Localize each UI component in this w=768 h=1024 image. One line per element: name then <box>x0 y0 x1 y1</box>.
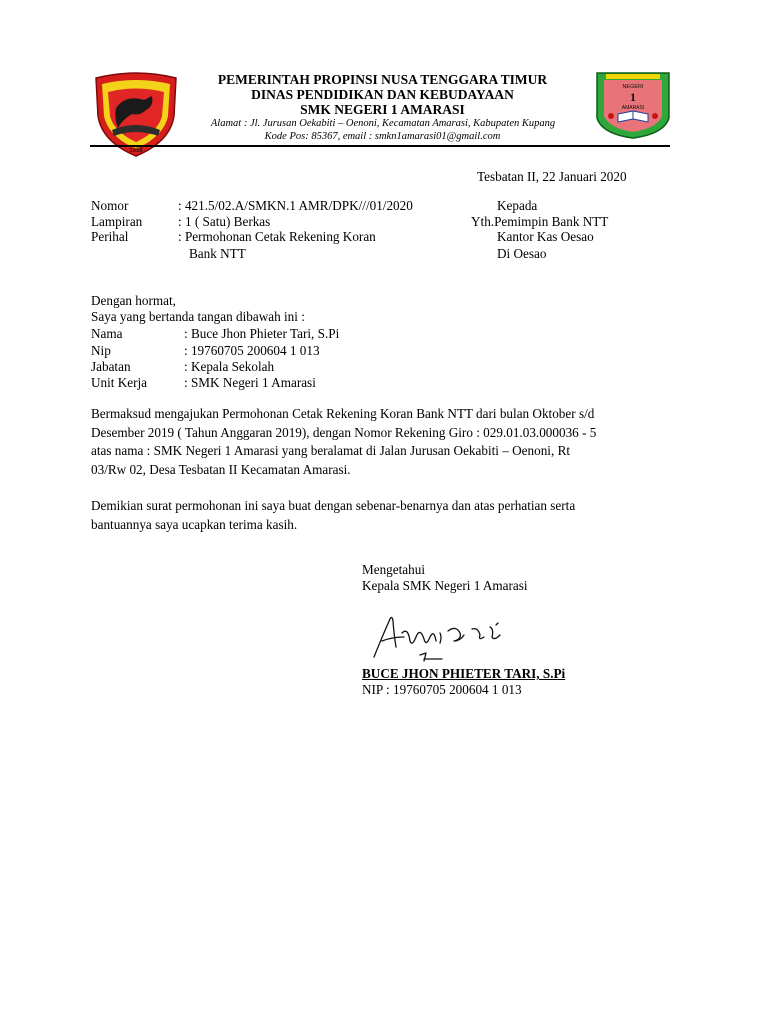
body-1-line-1: Bermaksud mengajukan Permohonan Cetak Rekening Koran Bank NTT dari bulan Oktober s/d <box>91 406 595 421</box>
body-2-line-2: bantuannya saya ucapkan terima kasih. <box>91 516 298 532</box>
body-paragraph-2 <box>91 497 575 534</box>
body-1-line-4: 03/Rw 02, Desa Tesbatan II Kecamatan Amarasi. <box>91 461 351 477</box>
intro-line: Saya yang bertanda tangan dibawah ini : <box>91 309 305 324</box>
identity-value-jabatan: : Kepala Sekolah <box>184 359 275 374</box>
salutation: Dengan hormat, <box>91 293 176 308</box>
meta-value-nomor: : 421.5/02.A/SMKN.1 AMR/DPK///01/2020 <box>178 198 413 213</box>
sign-title: Kepala SMK Negeri 1 Amarasi <box>362 578 528 593</box>
identity-label-unit: Unit Kerja <box>91 375 148 390</box>
body-1-line-2: Desember 2019 ( Tahun Anggaran 2019), dengan Nomor Rekening Giro : 029.01.03.000036 - 5 <box>91 424 597 440</box>
sign-name: BUCE JHON PHIETER TARI, S.Pi <box>362 666 566 681</box>
recipient-kepada: Kepada <box>497 198 538 213</box>
letterhead-contact: Kode Pos: 85367, email : smkn1amarasi01@gmail.com <box>264 131 501 142</box>
body-paragraph-1 <box>91 405 596 479</box>
identity-value-nama: : Buce Jhon Phieter Tari, S.Pi <box>184 326 340 341</box>
meta-label-perihal: Perihal <box>91 229 129 244</box>
place-date: Tesbatan II, 22 Januari 2020 <box>477 169 627 184</box>
recipient-line-1: Yth.Pemimpin Bank NTT <box>471 214 609 229</box>
identity-value-nip: : 19760705 200604 1 013 <box>184 343 320 358</box>
sign-mengetahui: Mengetahui <box>362 562 425 577</box>
svg-text:1: 1 <box>630 90 636 104</box>
meta-value-perihal: : Permohonan Cetak Rekening Koran <box>178 229 376 244</box>
body-1-line-3: atas nama : SMK Negeri 1 Amarasi yang beralamat di Jalan Jurusan Oekabiti – Oenoni, Rt <box>91 443 571 459</box>
meta-label-nomor: Nomor <box>91 198 129 213</box>
body-2-line-1: Demikian surat permohonan ini saya buat dengan sebenar-benarnya dan atas perhatian serta <box>91 498 576 513</box>
identity-label-nama: Nama <box>91 326 123 341</box>
handwritten-signature <box>368 607 533 667</box>
signature-icon <box>368 607 533 667</box>
letterhead-line-2: DINAS PENDIDIKAN DAN KEBUDAYAAN <box>251 87 514 102</box>
letterhead-address: Alamat : Jl. Jurusan Oekabiti – Oenoni, Kecamatan Amarasi, Kabupaten Kupang <box>210 118 556 129</box>
letterhead-line-1: PEMERINTAH PROPINSI NUSA TENGGARA TIMUR <box>217 72 548 87</box>
school-logo <box>594 70 672 140</box>
subject-continuation: Bank NTT <box>189 246 246 261</box>
letterhead-line-3: SMK NEGERI 1 AMARASI <box>300 102 465 117</box>
sign-nip: NIP : 19760705 200604 1 013 <box>362 682 522 697</box>
svg-text:NEGERI: NEGERI <box>622 84 644 90</box>
meta-label-lampiran: Lampiran <box>91 214 143 229</box>
identity-label-nip: Nip <box>91 343 111 358</box>
school-emblem-icon <box>594 70 672 140</box>
recipient-line-2: Kantor Kas Oesao <box>497 229 594 244</box>
recipient-line-3: Di Oesao <box>497 246 547 261</box>
identity-value-unit: : SMK Negeri 1 Amarasi <box>184 375 316 390</box>
meta-value-lampiran: : 1 ( Satu) Berkas <box>178 214 271 229</box>
letterhead-rule-thick <box>90 145 670 147</box>
svg-text:AMARASI: AMARASI <box>621 105 645 111</box>
identity-label-jabatan: Jabatan <box>91 359 131 374</box>
svg-text:1958: 1958 <box>129 148 143 154</box>
